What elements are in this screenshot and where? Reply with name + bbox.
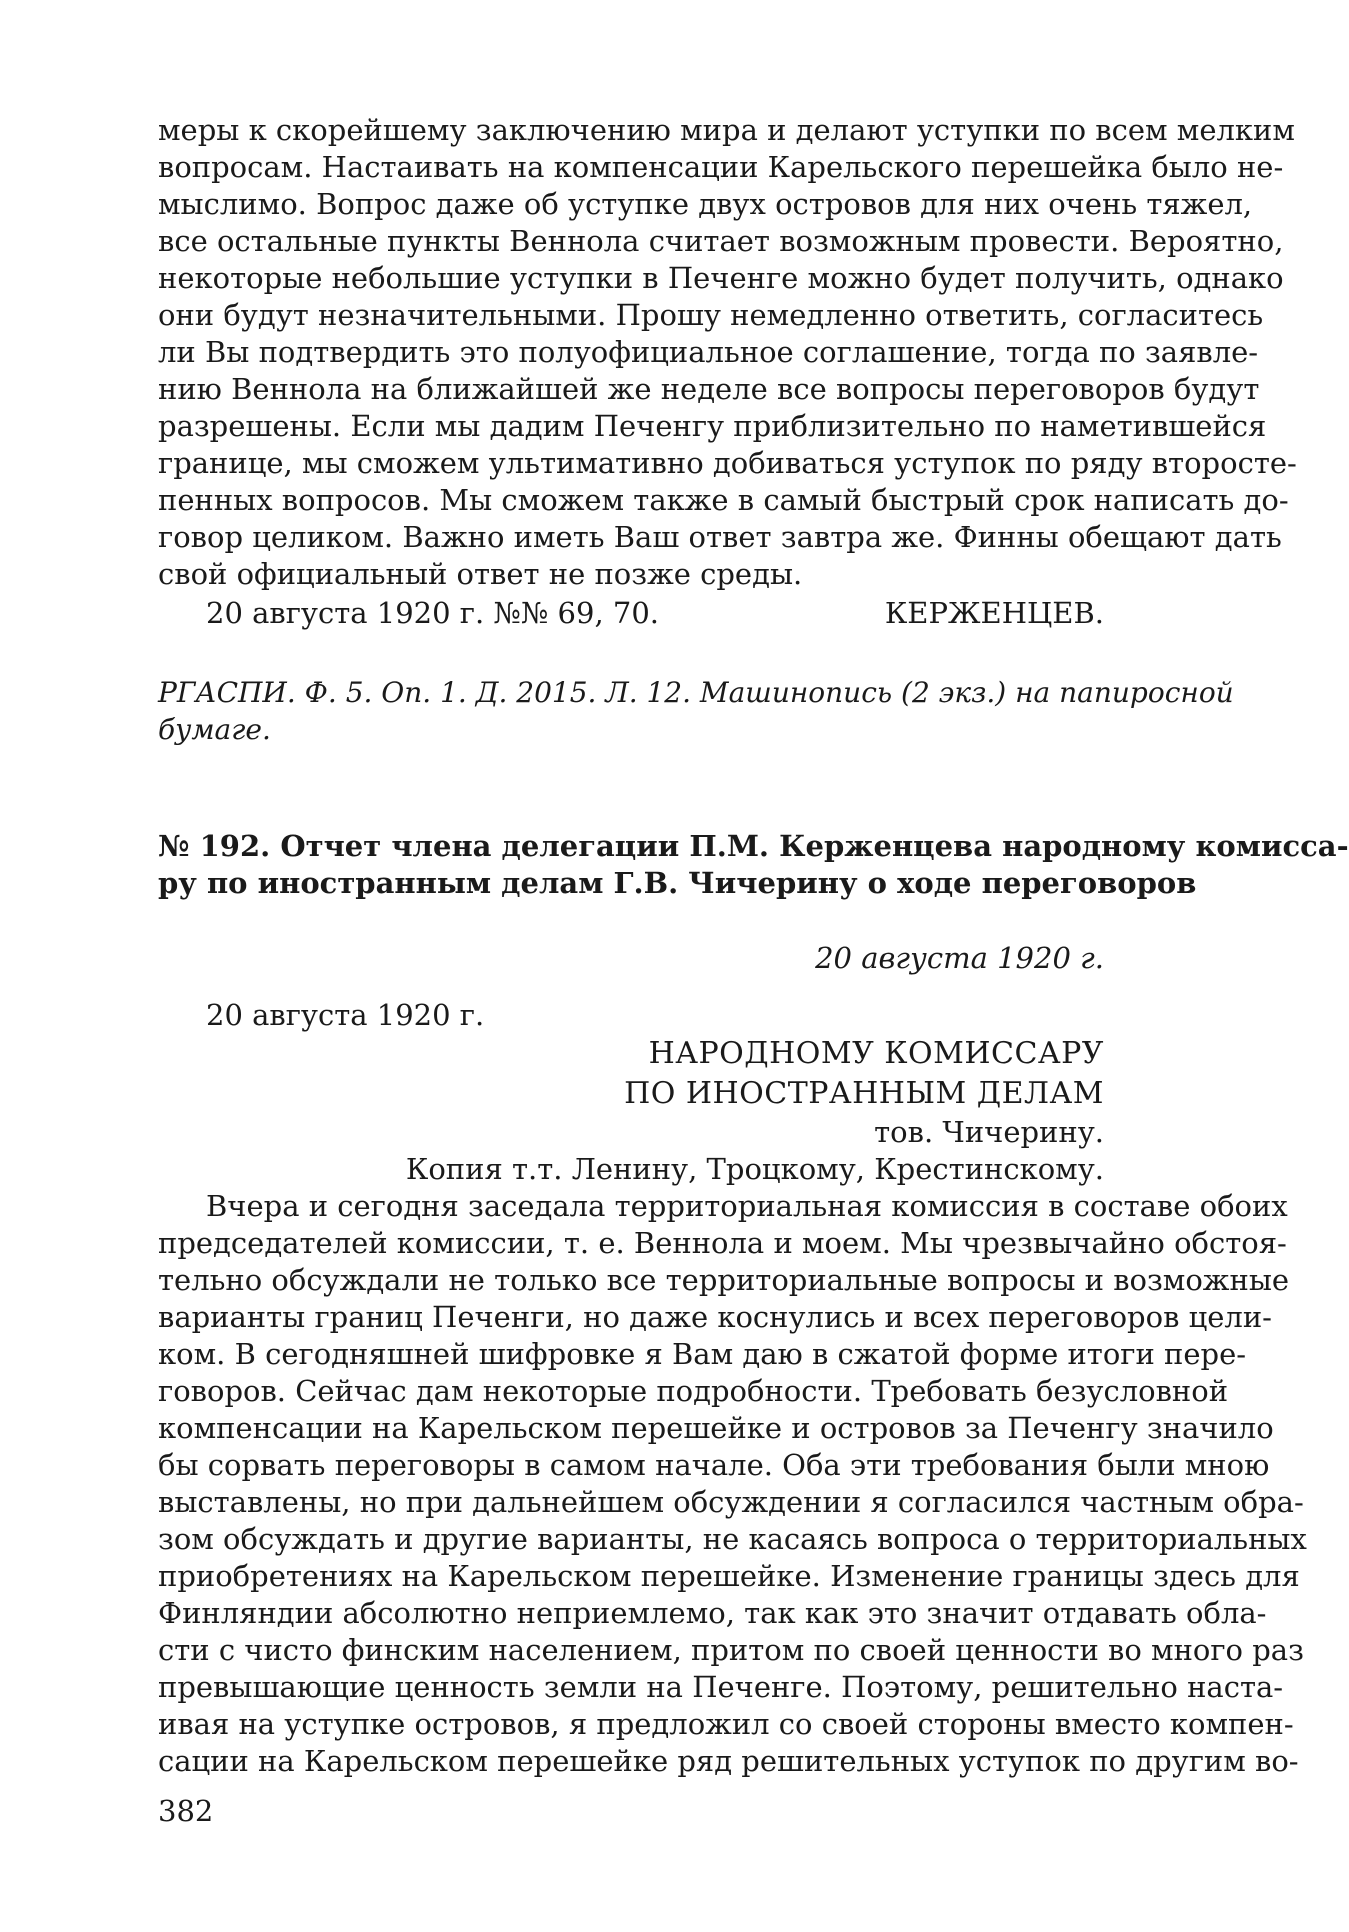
signoff-signature: КЕРЖЕНЦЕВ. [884,596,1104,630]
text-line: говоров. Сейчас дам некоторые подробности. Требовать безусловной [158,1374,1229,1408]
source-line: бумаге. [158,713,271,746]
archive-source [158,674,1234,748]
text-line: некоторые небольшие уступки в Печенге можно будет получить, однако [158,261,1284,295]
text-line: нию Веннола на ближайшей же неделе все вопросы переговоров будут [158,372,1260,406]
heading-line: № 192. Отчет члена делегации П.М. Керженцева народному комисса- [158,829,1349,863]
text-line: сации на Карельском перешейке ряд решительных уступок по другим во- [158,1744,1299,1778]
text-line: мыслимо. Вопрос даже об уступке двух островов для них очень тяжел, [158,187,1253,221]
text-line: границе, мы сможем ультимативно добиваться уступок по ряду второсте- [158,446,1297,480]
body-paragraph [158,1188,1307,1780]
text-line: тельно обсуждали не только все территориальные вопросы и возможные [158,1263,1290,1297]
continuation-paragraph [158,112,1297,593]
document-date: 20 августа 1920 г. [206,998,485,1032]
text-line: свой официальный ответ не позже среды. [158,557,803,591]
text-line: варианты границ Печенги, но даже коснулись и всех переговоров цели- [158,1300,1272,1334]
signoff-date-numbers: 20 августа 1920 г. №№ 69, 70. [206,596,659,630]
document-heading [158,828,1349,902]
text-line: выставлены, но при дальнейшем обсуждении я согласился частным обра- [158,1485,1304,1519]
document-date-italic: 20 августа 1920 г. [815,941,1104,975]
text-line: они будут незначительными. Прошу немедленно ответить, согласитесь [158,298,1264,332]
heading-line: ру по иностранным делам Г.В. Чичерину о ходе переговоров [158,866,1197,900]
text-line: Финляндии абсолютно неприемлемо, так как это значит отдавать обла- [158,1596,1267,1630]
text-line: ком. В сегодняшней шифровке я Вам даю в сжатой форме итоги пере- [158,1337,1247,1371]
text-line: зом обсуждать и другие варианты, не касаясь вопроса о территориальных [158,1522,1307,1556]
address-line-1: НАРОДНОМУ КОМИССАРУ [648,1036,1104,1071]
text-line: говор целиком. Важно иметь Ваш ответ завтра же. Финны обещают дать [158,520,1282,554]
text-line: вопросам. Настаивать на компенсации Карельского перешейка было не- [158,150,1284,184]
text-line: пенных вопросов. Мы сможем также в самый быстрый срок написать до- [158,483,1289,517]
text-line: все остальные пункты Веннола считает возможным провести. Вероятно, [158,224,1284,258]
page-number: 382 [158,1794,214,1828]
text-line: ивая на уступке островов, я предложил со своей стороны вместо компен- [158,1707,1294,1741]
text-line: сти с чисто финским населением, притом по своей ценности во много раз [158,1633,1304,1667]
text-line: бы сорвать переговоры в самом начале. Оба эти требования были мною [158,1448,1270,1482]
source-line: РГАСПИ. Ф. 5. Оп. 1. Д. 2015. Л. 12. Машинопись (2 экз.) на папиросной [158,676,1234,709]
text-line: компенсации на Карельском перешейке и островов за Печенгу значило [158,1411,1274,1445]
address-copy: Копия т.т. Ленину, Троцкому, Крестинскому. [405,1152,1104,1186]
text-line: приобретениях на Карельском перешейке. Изменение границы здесь для [158,1559,1300,1593]
address-line-2: ПО ИНОСТРАННЫМ ДЕЛАМ [624,1076,1104,1111]
text-line: председателей комиссии, т. е. Веннола и моем. Мы чрезвычайно обстоя- [158,1226,1287,1260]
address-line-3: тов. Чичерину. [874,1115,1104,1149]
page-content [158,112,1349,1780]
text-line: ли Вы подтвердить это полуофициальное соглашение, тогда по заявле- [158,335,1259,369]
text-line: разрешены. Если мы дадим Печенгу приблизительно по наметившейся [158,409,1267,443]
text-line: Вчера и сегодня заседала территориальная комиссия в составе обоих [206,1189,1288,1223]
signoff [158,595,1104,632]
text-line: превышающие ценность земли на Печенге. Поэтому, решительно наста- [158,1670,1284,1704]
text-line: меры к скорейшему заключению мира и делают уступки по всем мелким [158,113,1295,147]
